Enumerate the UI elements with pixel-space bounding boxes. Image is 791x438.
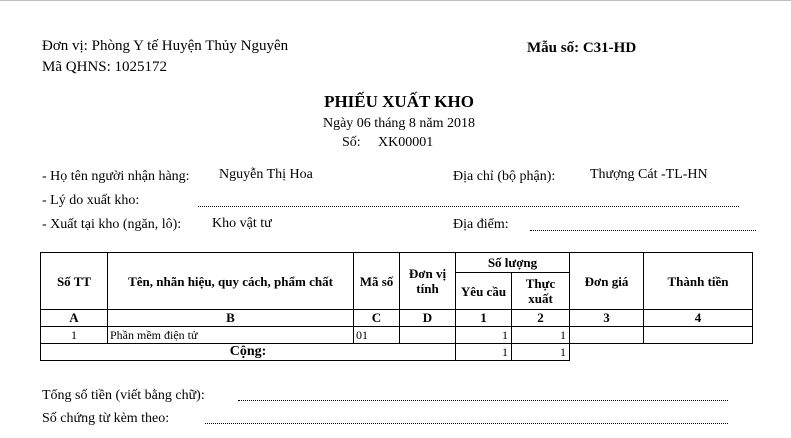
location-label: Địa điểm: xyxy=(453,217,509,232)
index-cell: D xyxy=(400,310,456,327)
header-actual: Thực xuất xyxy=(512,273,570,310)
document-title: PHIẾU XUẤT KHO xyxy=(324,92,474,111)
row-stt: 1 xyxy=(41,327,108,344)
attached-docs-dotted-line xyxy=(205,423,728,424)
header-name: Tên, nhãn hiệu, quy cách, phẩm chất xyxy=(108,253,354,310)
warehouse-label: - Xuất tại kho (ngăn, lô): xyxy=(42,217,182,232)
address-label: Địa chỉ (bộ phận): xyxy=(453,169,556,184)
header-price: Đơn giá xyxy=(570,253,644,310)
document-number-label: Số: xyxy=(342,135,361,150)
row-actual: 1 xyxy=(512,327,570,344)
qhns-code: Mã QHNS: 1025172 xyxy=(42,59,168,75)
header-quantity: Số lượng xyxy=(456,253,570,273)
warehouse-value: Kho vật tư xyxy=(212,216,272,231)
row-amount xyxy=(644,327,753,344)
document-date: Ngày 06 tháng 8 năm 2018 xyxy=(322,116,476,131)
header-stt: Số TT xyxy=(41,253,108,310)
row-name: Phần mềm điện tử xyxy=(108,327,354,344)
location-dotted-line xyxy=(530,230,756,231)
receiver-label: - Họ tên người nhận hàng: xyxy=(42,169,190,184)
total-words-label: Tổng số tiền (viết bằng chữ): xyxy=(42,388,205,403)
index-cell: 4 xyxy=(644,310,753,327)
attached-docs-label: Số chứng từ kèm theo: xyxy=(42,411,170,426)
header-amount: Thành tiền xyxy=(644,253,753,310)
header-unit: Đơn vị tính xyxy=(400,253,456,310)
total-row xyxy=(41,344,753,361)
total-words-dotted-line xyxy=(238,400,728,401)
index-cell: B xyxy=(108,310,354,327)
total-empty xyxy=(570,344,644,361)
header-requested: Yêu cầu xyxy=(456,273,512,310)
index-cell: C xyxy=(354,310,400,327)
row-code: 01 xyxy=(354,327,400,344)
row-price xyxy=(570,327,644,344)
total-requested: 1 xyxy=(456,344,512,361)
index-cell: 3 xyxy=(570,310,644,327)
row-requested: 1 xyxy=(456,327,512,344)
index-cell: 2 xyxy=(512,310,570,327)
header-code: Mã số xyxy=(354,253,400,310)
total-empty xyxy=(644,344,753,361)
total-label: Cộng: xyxy=(41,344,456,361)
reason-label: - Lý do xuất kho: xyxy=(42,193,140,208)
unit-name: Đơn vị: Phòng Y tế Huyện Thủy Nguyên xyxy=(42,38,289,54)
items-table xyxy=(40,252,753,361)
form-number: Mẫu số: C31-HD xyxy=(527,40,637,56)
address-value: Thượng Cát -TL-HN xyxy=(590,167,708,182)
index-cell: 1 xyxy=(456,310,512,327)
reason-dotted-line xyxy=(198,206,739,207)
receiver-value: Nguyễn Thị Hoa xyxy=(219,167,313,182)
row-unit xyxy=(400,327,456,344)
table-row xyxy=(41,327,753,344)
document-number: XK00001 xyxy=(378,135,434,150)
total-actual: 1 xyxy=(512,344,570,361)
page-top-border xyxy=(0,0,791,1)
index-cell: A xyxy=(41,310,108,327)
